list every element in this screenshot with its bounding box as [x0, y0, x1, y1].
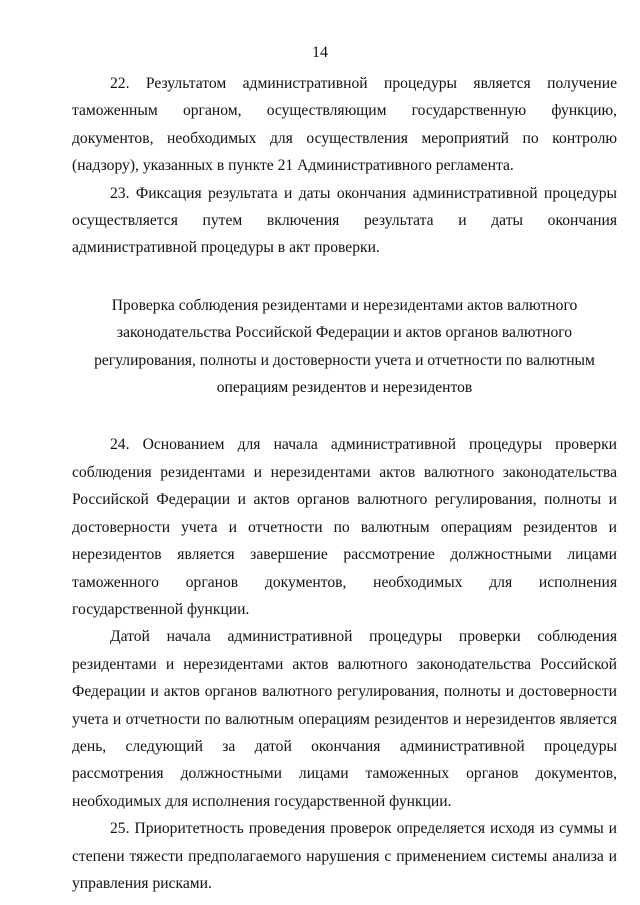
paragraph-25: 25. Приоритетность проведения проверок определяется исходя из суммы и степени тяжести предполагаемого нарушения с применением системы анализа и управления рисками. [72, 820, 617, 892]
paragraph-24: 24. Основанием для начала административной процедуры проверки соблюдения резидентами и нерезидентами актов валютного законодательства Российской Федерации и актов органов валютного регулирования, полноты и достоверности учета и отчетности по валютным операциям резидентов и нерезидентов является завершение рассмотрение должностными лицами таможенного органов документов, необходимых для исполнения государственной функции. [72, 436, 617, 618]
document-body [72, 70, 617, 897]
spacer [72, 262, 617, 292]
paragraph-start-date: Датой начала административной процедуры проверки соблюдения резидентами и нерезидентами актов валютного законодательства Российской Федерации и актов органов валютного регулирования, полноты и достоверности учета и отчетности по валютным операциям резидентов и нерезидентов является день, следующий за датой окончания административной процедуры рассмотрения должностными лицами таможенных органов документов, необходимых для исполнения государственной функции. [72, 628, 617, 810]
spacer [72, 401, 617, 431]
paragraph-22: 22. Результатом административной процедуры является получение таможенным органом, осуществляющим государственную функцию, документов, необходимых для осуществления мероприятий по контролю (надзору), указанных в пункте 21 Административного регламента. [72, 75, 617, 175]
paragraph-23: 23. Фиксация результата и даты окончания административной процедуры осуществляется путем включения результата и даты окончания административной процедуры в акт проверки. [72, 184, 617, 257]
page-number: 14 [312, 44, 328, 61]
section-heading: Проверка соблюдения резидентами и нерезидентами актов валютного законодательства Российской Федерации и актов органов валютного регулирования, полноты и достоверности учета и отчетности по валютным операциям резидентов и нерезидентов [94, 296, 595, 397]
